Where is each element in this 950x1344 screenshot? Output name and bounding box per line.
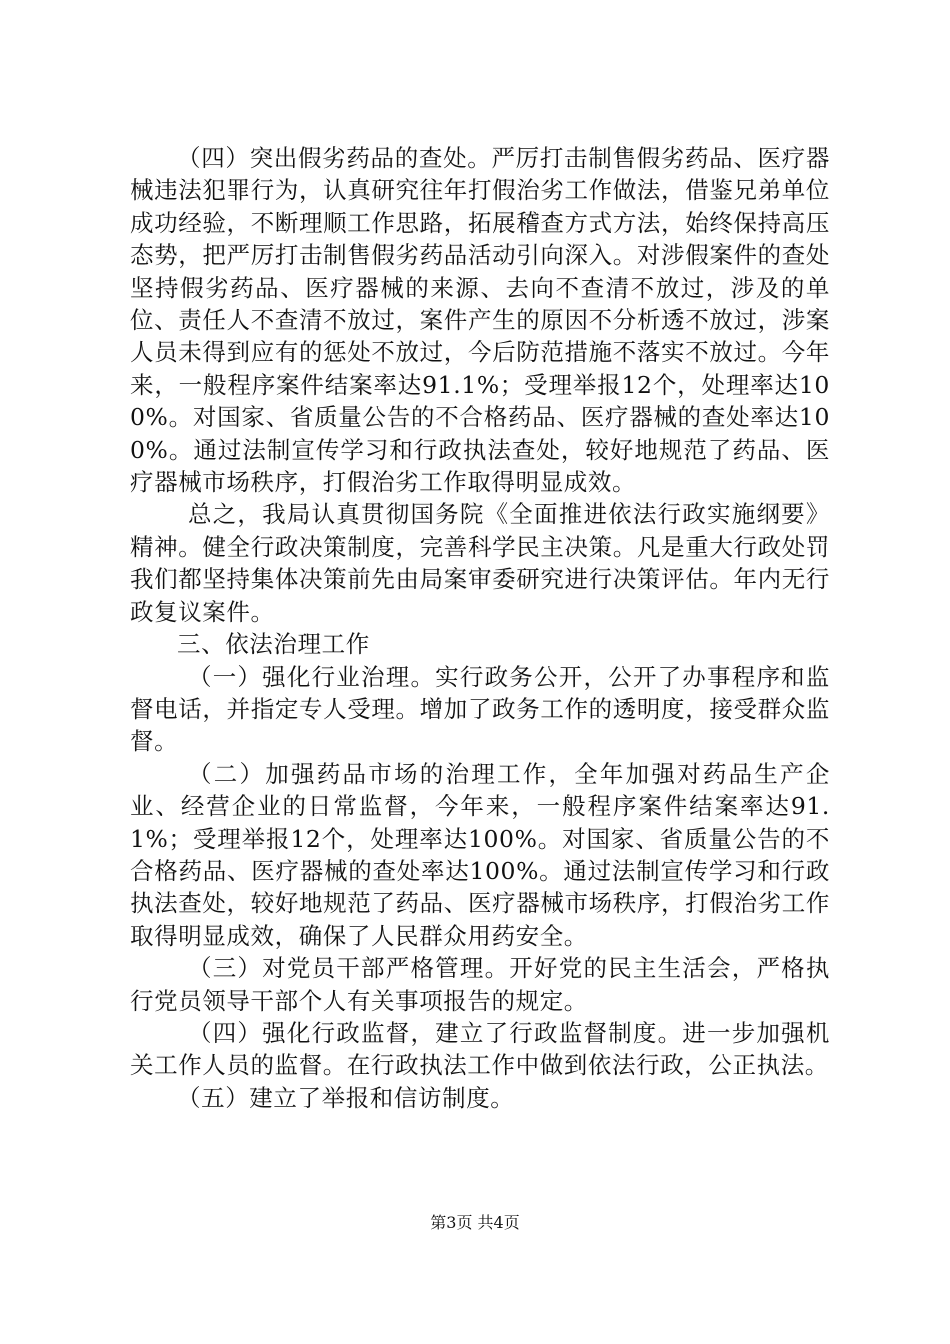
page-footer [0,1213,950,1233]
page-number-label: 第3页 共4页 [430,1213,520,1232]
paragraph-administrative-supervision: （四）强化行政监督，建立了行政监督制度。进一步加强机关工作人员的监督。在行政执法工作中做到依法行政，公正执法。 [130,1018,830,1080]
paragraph-party-cadre-management: （三）对党员干部严格管理。开好党的民主生活会，严格执行党员领导干部个人有关事项报告的规定。 [130,954,830,1015]
document-body [130,142,830,1114]
paragraph-false-drug-investigation: （四）突出假劣药品的查处。严厉打击制售假劣药品、医疗器械违法犯罪行为，认真研究往年打假治劣工作做法，借鉴兄弟单位成功经验，不断理顺工作思路，拓展稽查方式方法，始终保持高压态势，把严厉打击制售假劣药品活动引向深入。对涉假案件的查处坚持假劣药品、医疗器械的来源、去向不查清不放过，涉及的单位、责任人不查清不放过，案件产生的原因不分析透不放过，涉案人员未得到应有的惩处不放过，今后防范措施不落实不放过。今年来，一般程序案件结案率达91.1%；受理举报12个，处理率达100%。对国家、省质量公告的不合格药品、医疗器械的查处率达100%。通过法制宣传学习和行政执法查处，较好地规范了药品、医疗器械市场秩序，打假治劣工作取得明显成效。 [130,144,830,497]
paragraph-industry-governance: （一）强化行业治理。实行政务公开，公开了办事程序和监督电话，并指定专人受理。增加了政务工作的透明度，接受群众监督。 [130,662,830,756]
section-heading-lawful-governance: 三、依法治理工作 [177,630,370,659]
paragraph-summary: 总之，我局认真贯彻国务院《全面推进依法行政实施纲要》精神。健全行政决策制度，完善科学民主决策。凡是重大行政处罚我们都坚持集体决策前先由局案审委研究进行决策评估。年内无行政复议案件。 [130,500,830,626]
paragraph-drug-market-governance: （二）加强药品市场的治理工作，全年加强对药品生产企业、经营企业的日常监督，今年来，一般程序案件结案率达91.1%；受理举报12个，处理率达100%。对国家、省质量公告的不合格药品、医疗器械的查处率达100%。通过法制宣传学习和行政执法查处，较好地规范了药品、医疗器械市场秩序，打假治劣工作取得明显成效，确保了人民群众用药安全。 [130,759,830,950]
paragraph-reporting-petition-system: （五）建立了举报和信访制度。 [177,1083,515,1112]
